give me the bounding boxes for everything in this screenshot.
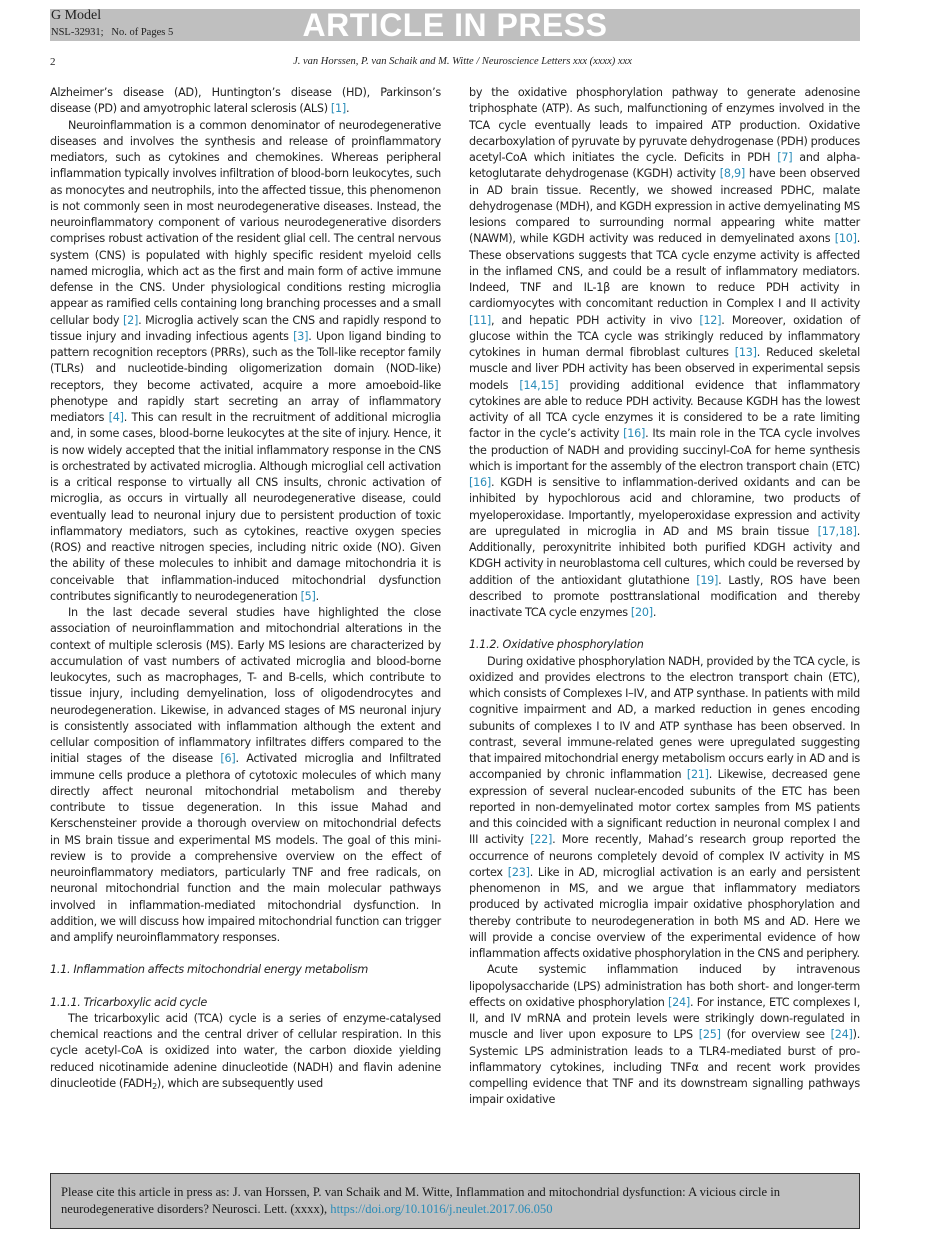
paragraph-text: . For instance, ETC complexes I, II, and IV mRNA and protein levels were strikingly down-regulated in muscle and liver upon exposure to LPS [469,995,860,1042]
reference-link[interactable]: [17,18] [817,524,857,538]
section-heading: 1.1. Inflammation affects mitochondrial energy metabolism [50,963,369,977]
paragraph-text: . [345,102,350,116]
doi-link[interactable]: https://doi.org/10.1016/j.neulet.2017.06.050 [330,1202,553,1216]
paragraph-text: . Its main role in the TCA cycle involves the production of NADH and providing succinyl-CoA for heme synthesis which is important for the assembly of the electron transport chain (ETC) [469,427,860,473]
manuscript-id: NSL-32931; No. of Pages 5 [51,27,174,38]
paragraph-text: In the last decade several studies have highlighted the close association of neuroinflammation and mitochondrial alterations in the context of multiple sclerosis (MS). Early MS lesions are characterized by accumulation of vast numbers of activated microglia and blood-borne leukocytes, such as macrophages, T- and B-cells, which contribute to tissue injury, including demyelination, loss of oligodendrocytes and neurodegeneration. Likewise, in advanced stages of MS neuronal injury is consistently associated with inflammation although the extent and cellular composition of inflammatory infiltrates differs compared to the initial stages of the disease [50,606,441,766]
paragraph-text: . Additionally, peroxynitrite inhibited both purified KDGH activity and KDGH activity in neuroblastoma cell cultures, which could be reversed by addition of the antioxidant glutathione [469,524,860,587]
paragraph-text: (for overview see [720,1028,831,1042]
paragraph [469,85,860,621]
reference-link[interactable]: [7] [777,151,793,164]
running-head: J. van Horssen, P. van Schaik and M. Witte / Neuroscience Letters xxx (xxxx) xxx [293,56,632,67]
paragraph-text: . [315,589,319,603]
paragraph-text: . KGDH is sensitive to inflammation-derived oxidants and can be inhibited by hypochlorous acid and chloramine, two products of myeloperoxidase. Importantly, myeloperoxidase expression and activity are upregulated in microglia in AD and MS brain tissue [469,476,860,538]
paragraph-text: . More recently, Mahad’s research group reported the occurrence of neurons completely devoid of complex IV activity in MS cortex [469,833,860,879]
reference-link[interactable]: [20] [630,606,653,619]
paragraph [50,1011,441,1092]
paragraph-text: . Likewise, decreased gene expression of several nuclear-encoded subunits of the ETC has been reported in non-demyelinated motor cortex samples from MS patients and this coincided with a significant reduction in neuronal complex I and III activity [469,768,860,847]
reference-link[interactable]: [14,15] [519,378,559,392]
reference-link[interactable]: [2] [123,313,139,327]
reference-link[interactable]: [23] [507,865,530,879]
reference-link[interactable]: [5] [300,589,316,603]
subsection-heading: 1.1.1. Tricarboxylic acid cycle [50,995,208,1009]
reference-link[interactable]: [13] [734,346,757,359]
reference-link[interactable]: [8,9] [719,167,746,181]
paragraph-text: . Reduced skeletal muscle and liver PDH activity has been observed in experimental sepsis models [469,346,861,392]
reference-link[interactable]: [10] [834,232,857,246]
reference-link[interactable]: [6] [220,752,236,766]
paragraph-text: During oxidative phosphorylation NADH, provided by the TCA cycle, is oxidized and provides electrons to the electron transport chain (ETC), which consists of Complexes I–IV, and ATP synthase. In patients with mild cognitive impairment and AD, a marked reduction in genes encoding subunits of complexes I to IV and ATP synthase has been observed. In contrast, several immune-related genes were upregulated suggesting that impaired mitochondrial energy metabolism occurs early in AD and is accompanied by chronic inflammation [469,654,860,782]
paragraph [469,654,860,963]
left-column [50,85,441,1092]
paragraph-text: . Microglia actively scan the CNS and rapidly respond to tissue injury and invading infectious agents [50,313,441,343]
paragraph-text: . [652,606,657,619]
citation-text: Please cite this article in press as: J. van Horssen, P. van Schaik and M. Witte, Inflammation and mitochondrial dysfunction: A vicious circle in neurodegenerative disorders? Neurosci. Lett. (xxxx), [61,1185,781,1216]
citation-box [50,1173,860,1229]
paragraph-text: Neuroinflammation is a common denominator of neurodegenerative diseases and involves the synthesis and release of proinflammatory mediators, such as cytokines and chemokines. Whereas peripheral inflammation typically involves infiltration of blood-born leukocytes, such as monocytes and neutrophils, into the affected tissue, this phenomenon is not commonly seen in most neurodegenerative diseases. Instead, the neuroinflammatory component of various neurodegenerative disorders comprises robust activation of the resident glial cell. The central nervous system (CNS) is populated with highly specific resident myeloid cells named microglia, which act as the first and main form of active immune defense in the CNS. Under physiological conditions resting microglia appear as ramified cells containing long branching processes and a small cellular body [50,118,441,327]
paragraph-text: ). Systemic LPS administration leads to a TLR4-mediated burst of pro-inflammatory cytokines, including TNFα and recent work provides compelling evidence that TNF and its downstream signalling pathways impair oxidative [469,1028,860,1107]
right-column [469,85,860,1109]
reference-link[interactable]: [1] [330,102,346,116]
paragraph-text: ), which are subsequently used [156,1076,323,1090]
paragraph-text: providing additional evidence that inflammatory cytokines are able to reduce PDH activity. Because KGDH has the lowest activity of all TCA cycle enzymes it is considered to be a rate limiting factor in the cycle’s activity [469,378,861,441]
page-number: 2 [50,56,56,68]
paragraph [469,962,860,1108]
reference-link[interactable]: [3] [293,329,309,343]
subsection-heading: 1.1.2. Oxidative phosphorylation [469,638,644,652]
reference-link[interactable]: [19] [696,573,719,587]
reference-link[interactable]: [12] [699,313,722,327]
paragraph-text: . Lastly, ROS have been described to promote posttranslational modification and thereby inactivate TCA cycle enzymes [469,573,860,619]
reference-link[interactable]: [24] [830,1028,853,1042]
paragraph-text: have been observed in AD brain tissue. Recently, we showed increased PDHC, malate dehydrogenase (MDH), and KGDH expression in active demyelinating MS lesions compared to surrounding normal appearing white matter (NAWM), while KGDH activity was reduced in demyelinated axons [469,167,861,246]
reference-link[interactable]: [16] [623,427,646,441]
reference-link[interactable]: [21] [686,768,709,782]
paragraph [50,118,441,606]
reference-link[interactable]: [22] [530,833,553,847]
paragraph-text: Alzheimer’s disease (AD), Huntington’s disease (HD), Parkinson’s disease (PD) and amyotrophic lateral sclerosis (ALS) [50,86,441,116]
paragraph-text: . Activated microglia and Infiltrated immune cells produce a plethora of cytotoxic molecules of which many directly affect neuronal mitochondrial metabolism and thereby contribute to tissue degeneration. In this issue Mahad and Kerschensteiner provide a thorough overview on mitochondrial defects in MS brain tissue and experimental MS models. The goal of this mini-review is to provide a comprehensive overview on the effect of neuroinflammatory mediators, particularly TNF and free radicals, on neuronal mitochondrial function and the main molecular pathways involved in inflammation-mediated mitochondrial dysfunction. In addition, we will discuss how impaired mitochondrial function can trigger and amplify neuroinflammatory responses. [50,752,441,944]
paragraph-text: The tricarboxylic acid (TCA) cycle is a series of enzyme-catalysed chemical reactions and the central driver of cellular respiration. In this cycle acetyl-CoA is oxidized into water, the carbon dioxide yielding reduced nicotinamide adenine dinucleotide (NADH) and flavin adenine dinucleotide (FADH [50,1011,441,1090]
paragraph-text: . Moreover, oxidation of glucose within the TCA cycle was strikingly reduced by inflammatory cytokines in human dermal fibroblast cultures [469,313,860,359]
paragraph-text: Acute systemic inflammation induced by intravenous lipopolysaccharide (LPS) administration has both short- and longer-term effects on oxidative phosphorylation [469,963,860,1009]
reference-link[interactable]: [11] [469,313,491,327]
reference-link[interactable]: [4] [108,411,124,424]
paragraph-text: , and hepatic PDH activity in vivo [490,313,700,327]
reference-link[interactable]: [16] [469,476,491,489]
paragraph [50,85,441,118]
paragraph [50,605,441,946]
paragraph-text: and alpha-ketoglutarate dehydrogenase (KGDH) activity [469,151,860,181]
g-model-label: G Model [51,8,102,23]
subscript: 2 [152,1081,157,1091]
reference-link[interactable]: [25] [698,1028,721,1042]
paragraph-text: . These observations suggests that TCA cycle enzyme activity is affected in the inflamed CNS, and could be a result of inflammatory mediators. Indeed, TNF and IL-1β are known to reduce PDH activity in cardiomyocytes with concomitant reduction in Complex I and II activity [469,232,860,311]
banner-title: ARTICLE IN PRESS [302,7,608,43]
paragraph-text: by the oxidative phosphorylation pathway to generate adenosine triphosphate (ATP). As such, malfunctioning of enzymes involved in the TCA cycle eventually leads to impaired ATP production. Oxidative decarboxylation of pyruvate by pyruvate dehydrogenase (PDH) produces acetyl-CoA which initiates the cycle. Deficits in PDH [469,86,860,164]
paragraph-text: . Like in AD, microglial activation is an early and persistent phenomenon in MS, and we argue that inflammatory mediators produced by activated microglia impair oxidative phosphorylation and thereby contribute to neurodegeneration in both MS and AD. Here we will provide a concise overview of the experimental evidence of how inflammation affects oxidative phosphorylation in the CNS and periphery. [469,865,860,960]
paragraph-text: . Upon ligand binding to pattern recognition receptors (PRRs), such as the Toll-like receptor family (TLRs) and nucleotide-binding oligomerization domain (NOD-like) receptors, they become activated, acquire a more amoeboid-like phenotype and rapidly start secreting an array of inflammatory mediators [50,329,442,424]
paragraph-text: . This can result in the recruitment of additional microglia and, in some cases, blood-borne leukocytes at the site of injury. Hence, it is now widely accepted that the initial inflammatory response in the CNS is orchestrated by activated microglia. Although microglial cell activation is a critical response to virtually all CNS insults, chronic activation of microglia, as occurs in virtually all neurodegenerative disease, could eventually lead to neuronal injury due to persistent production of toxic inflammatory mediators, such as cytokines, reactive oxygen species (ROS) and reactive nitrogen species, including nitric oxide (NO). Given the ability of these molecules to inhibit and damage mitochondria it is conceivable that inflammation-induced mitochondrial dysfunction contributes significantly to neurodegeneration [50,411,441,603]
reference-link[interactable]: [24] [668,995,691,1009]
